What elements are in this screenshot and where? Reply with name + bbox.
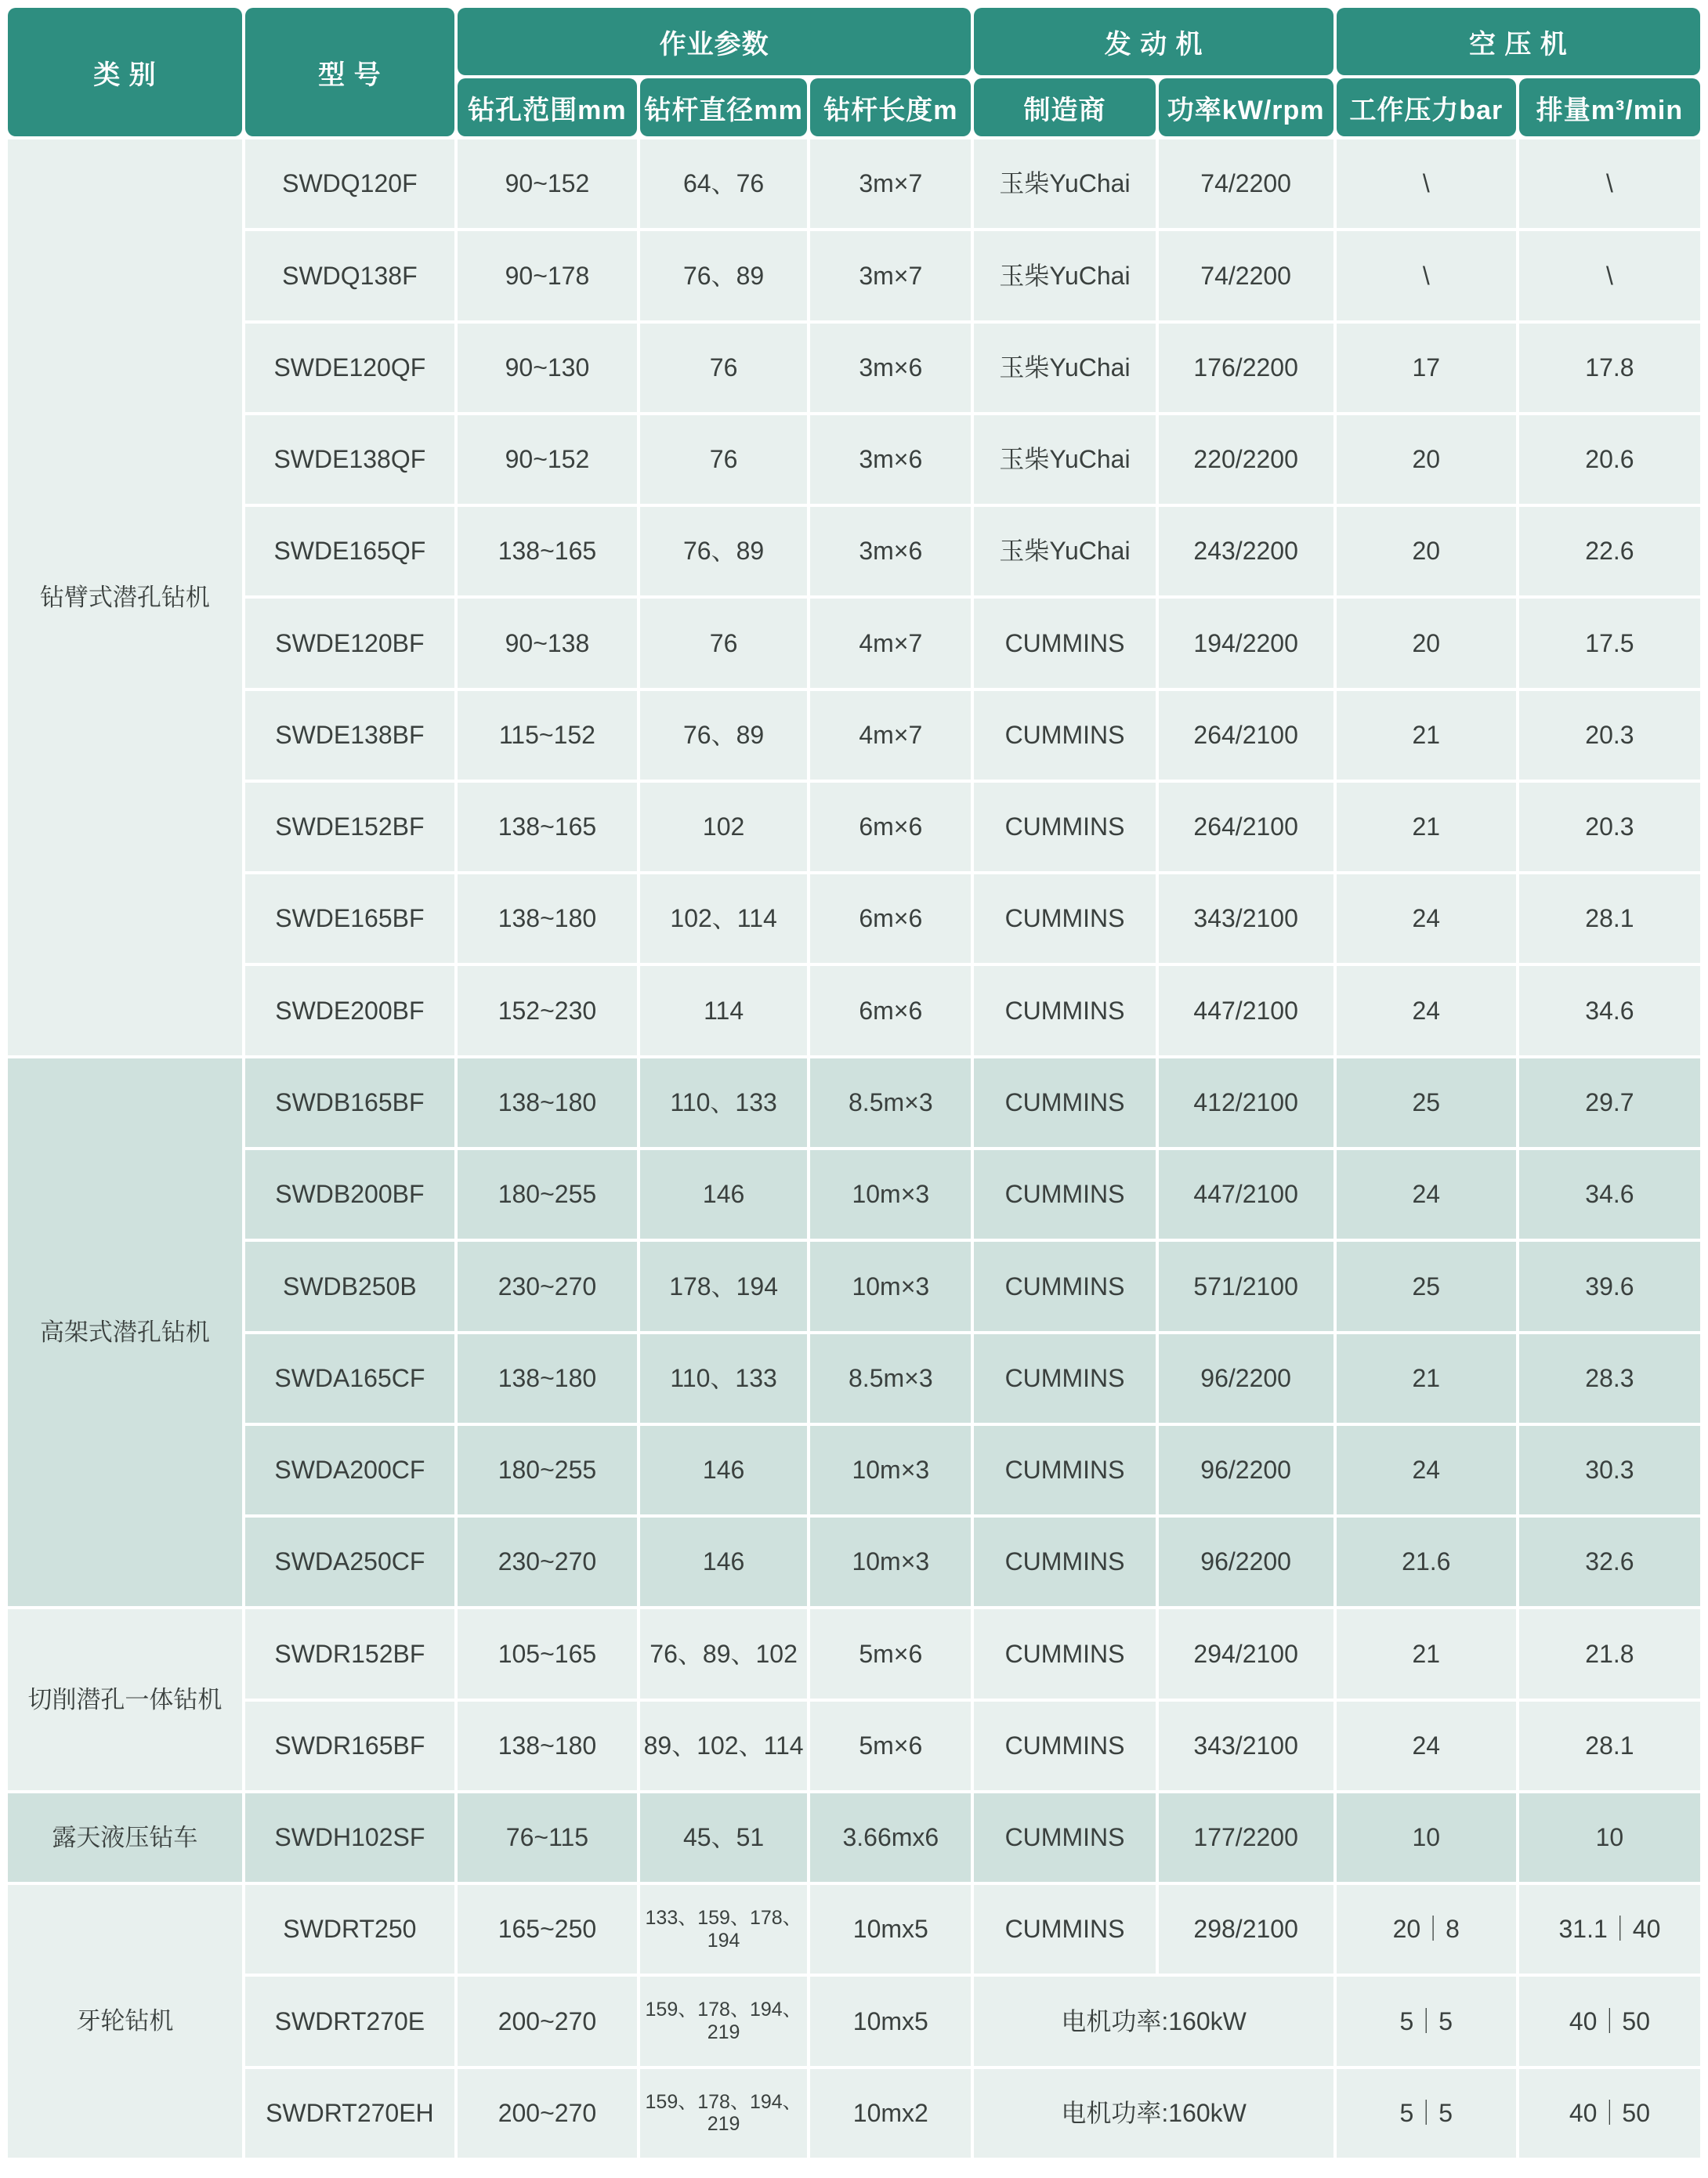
- rod-diameter-cell: 110、133: [640, 1058, 807, 1147]
- displacement-cell: 17.5: [1519, 599, 1700, 687]
- model-cell: SWDRT250: [245, 1885, 454, 1974]
- rod-diameter-cell: 159、178、194、219: [640, 2069, 807, 2158]
- rod-diameter-cell: 76: [640, 415, 807, 504]
- displacement-cell: 31.1｜40: [1519, 1885, 1700, 1974]
- rod-diameter-cell: 76: [640, 324, 807, 412]
- model-cell: SWDE120BF: [245, 599, 454, 687]
- manufacturer-cell: CUMMINS: [974, 1242, 1155, 1330]
- manufacturer-cell: CUMMINS: [974, 1609, 1155, 1698]
- rod-length-cell: 10m×3: [810, 1150, 971, 1239]
- displacement-cell: 17.8: [1519, 324, 1700, 412]
- hole-range-cell: 230~270: [458, 1242, 637, 1330]
- manufacturer-cell: CUMMINS: [974, 1793, 1155, 1882]
- rod-diameter-cell: 76、89: [640, 507, 807, 595]
- displacement-cell: 10: [1519, 1793, 1700, 1882]
- displacement-cell: 32.6: [1519, 1518, 1700, 1606]
- rod-length-cell: 10m×3: [810, 1426, 971, 1514]
- rod-diameter-cell: 102、114: [640, 874, 807, 963]
- working-pressure-cell: 24: [1337, 874, 1516, 963]
- header-group-engine: 发 动 机: [974, 8, 1333, 75]
- manufacturer-cell: 玉柴YuChai: [974, 231, 1155, 320]
- power-cell: 298/2100: [1159, 1885, 1333, 1974]
- model-cell: SWDE120QF: [245, 324, 454, 412]
- rod-length-cell: 3.66mx6: [810, 1793, 971, 1882]
- power-cell: 177/2200: [1159, 1793, 1333, 1882]
- hole-range-cell: 90~152: [458, 415, 637, 504]
- header-category: 类 别: [8, 8, 242, 136]
- rod-diameter-cell: 76、89、102: [640, 1609, 807, 1698]
- rod-diameter-cell: 146: [640, 1150, 807, 1239]
- rod-length-cell: 10m×3: [810, 1242, 971, 1330]
- rod-diameter-cell: 76、89: [640, 231, 807, 320]
- header-manufacturer: 制造商: [974, 78, 1155, 136]
- displacement-cell: 21.8: [1519, 1609, 1700, 1698]
- displacement-cell: 28.3: [1519, 1334, 1700, 1423]
- power-cell: 412/2100: [1159, 1058, 1333, 1147]
- displacement-cell: 29.7: [1519, 1058, 1700, 1147]
- working-pressure-cell: 25: [1337, 1058, 1516, 1147]
- manufacturer-cell: CUMMINS: [974, 1426, 1155, 1514]
- rod-diameter-cell: 146: [640, 1518, 807, 1606]
- hole-range-cell: 138~180: [458, 1058, 637, 1147]
- model-cell: SWDE200BF: [245, 966, 454, 1055]
- displacement-cell: 20.3: [1519, 691, 1700, 780]
- rod-length-cell: 8.5m×3: [810, 1058, 971, 1147]
- manufacturer-cell: CUMMINS: [974, 1058, 1155, 1147]
- manufacturer-cell: 玉柴YuChai: [974, 507, 1155, 595]
- rod-length-cell: 4m×7: [810, 599, 971, 687]
- power-cell: 447/2100: [1159, 966, 1333, 1055]
- displacement-cell: \: [1519, 231, 1700, 320]
- model-cell: SWDR152BF: [245, 1609, 454, 1698]
- model-cell: SWDB250B: [245, 1242, 454, 1330]
- displacement-cell: 39.6: [1519, 1242, 1700, 1330]
- model-cell: SWDE165QF: [245, 507, 454, 595]
- hole-range-cell: 138~180: [458, 874, 637, 963]
- category-cell: 切削潜孔一体钻机: [8, 1609, 242, 1790]
- working-pressure-cell: 20｜8: [1337, 1885, 1516, 1974]
- rod-diameter-cell: 76: [640, 599, 807, 687]
- engine-merged-cell: 电机功率:160kW: [974, 2069, 1333, 2158]
- working-pressure-cell: 24: [1337, 1702, 1516, 1790]
- manufacturer-cell: 玉柴YuChai: [974, 324, 1155, 412]
- working-pressure-cell: 20: [1337, 599, 1516, 687]
- power-cell: 571/2100: [1159, 1242, 1333, 1330]
- rod-length-cell: 6m×6: [810, 874, 971, 963]
- power-cell: 264/2100: [1159, 783, 1333, 871]
- manufacturer-cell: CUMMINS: [974, 1885, 1155, 1974]
- working-pressure-cell: 21.6: [1337, 1518, 1516, 1606]
- category-cell: 牙轮钻机: [8, 1885, 242, 2158]
- rod-diameter-cell: 89、102、114: [640, 1702, 807, 1790]
- rod-diameter-cell: 76、89: [640, 691, 807, 780]
- model-cell: SWDR165BF: [245, 1702, 454, 1790]
- hole-range-cell: 230~270: [458, 1518, 637, 1606]
- model-cell: SWDE152BF: [245, 783, 454, 871]
- model-cell: SWDQ138F: [245, 231, 454, 320]
- hole-range-cell: 90~178: [458, 231, 637, 320]
- rod-length-cell: 8.5m×3: [810, 1334, 971, 1423]
- hole-range-cell: 90~138: [458, 599, 637, 687]
- power-cell: 220/2200: [1159, 415, 1333, 504]
- working-pressure-cell: 5｜5: [1337, 2069, 1516, 2158]
- displacement-cell: 34.6: [1519, 966, 1700, 1055]
- header-group-compressor: 空 压 机: [1337, 8, 1700, 75]
- header-displacement: 排量m³/min: [1519, 78, 1700, 136]
- displacement-cell: 40｜50: [1519, 1977, 1700, 2065]
- power-cell: 74/2200: [1159, 139, 1333, 228]
- header-power: 功率kW/rpm: [1159, 78, 1333, 136]
- working-pressure-cell: 24: [1337, 1426, 1516, 1514]
- model-cell: SWDRT270EH: [245, 2069, 454, 2158]
- header-rod-length: 钻杆长度m: [810, 78, 971, 136]
- rod-length-cell: 6m×6: [810, 783, 971, 871]
- hole-range-cell: 138~165: [458, 507, 637, 595]
- model-cell: SWDA165CF: [245, 1334, 454, 1423]
- rod-length-cell: 5m×6: [810, 1702, 971, 1790]
- working-pressure-cell: 5｜5: [1337, 1977, 1516, 2065]
- hole-range-cell: 165~250: [458, 1885, 637, 1974]
- model-cell: SWDE165BF: [245, 874, 454, 963]
- manufacturer-cell: CUMMINS: [974, 874, 1155, 963]
- header-group-operating-params: 作业参数: [458, 8, 972, 75]
- hole-range-cell: 105~165: [458, 1609, 637, 1698]
- rod-diameter-cell: 178、194: [640, 1242, 807, 1330]
- working-pressure-cell: 17: [1337, 324, 1516, 412]
- rod-diameter-cell: 159、178、194、219: [640, 1977, 807, 2065]
- displacement-cell: 20.6: [1519, 415, 1700, 504]
- hole-range-cell: 180~255: [458, 1426, 637, 1514]
- hole-range-cell: 76~115: [458, 1793, 637, 1882]
- model-cell: SWDA250CF: [245, 1518, 454, 1606]
- rod-diameter-cell: 102: [640, 783, 807, 871]
- power-cell: 96/2200: [1159, 1334, 1333, 1423]
- hole-range-cell: 200~270: [458, 1977, 637, 2065]
- power-cell: 243/2200: [1159, 507, 1333, 595]
- header-hole-range: 钻孔范围mm: [458, 78, 637, 136]
- displacement-cell: \: [1519, 139, 1700, 228]
- model-cell: SWDH102SF: [245, 1793, 454, 1882]
- manufacturer-cell: CUMMINS: [974, 599, 1155, 687]
- displacement-cell: 34.6: [1519, 1150, 1700, 1239]
- working-pressure-cell: \: [1337, 139, 1516, 228]
- working-pressure-cell: 24: [1337, 1150, 1516, 1239]
- hole-range-cell: 115~152: [458, 691, 637, 780]
- power-cell: 447/2100: [1159, 1150, 1333, 1239]
- working-pressure-cell: 21: [1337, 783, 1516, 871]
- hole-range-cell: 138~180: [458, 1334, 637, 1423]
- manufacturer-cell: CUMMINS: [974, 1518, 1155, 1606]
- model-cell: SWDQ120F: [245, 139, 454, 228]
- displacement-cell: 20.3: [1519, 783, 1700, 871]
- manufacturer-cell: CUMMINS: [974, 1702, 1155, 1790]
- hole-range-cell: 200~270: [458, 2069, 637, 2158]
- manufacturer-cell: CUMMINS: [974, 691, 1155, 780]
- power-cell: 264/2100: [1159, 691, 1333, 780]
- displacement-cell: 28.1: [1519, 874, 1700, 963]
- displacement-cell: 22.6: [1519, 507, 1700, 595]
- hole-range-cell: 138~180: [458, 1702, 637, 1790]
- working-pressure-cell: 24: [1337, 966, 1516, 1055]
- rod-length-cell: 10mx5: [810, 1885, 971, 1974]
- hole-range-cell: 138~165: [458, 783, 637, 871]
- rod-diameter-cell: 133、159、178、194: [640, 1885, 807, 1974]
- model-cell: SWDB165BF: [245, 1058, 454, 1147]
- category-cell: 高架式潜孔钻机: [8, 1058, 242, 1607]
- manufacturer-cell: CUMMINS: [974, 966, 1155, 1055]
- rod-length-cell: 10m×3: [810, 1518, 971, 1606]
- rod-length-cell: 3m×7: [810, 231, 971, 320]
- manufacturer-cell: CUMMINS: [974, 1150, 1155, 1239]
- manufacturer-cell: CUMMINS: [974, 783, 1155, 871]
- hole-range-cell: 180~255: [458, 1150, 637, 1239]
- working-pressure-cell: 20: [1337, 507, 1516, 595]
- power-cell: 294/2100: [1159, 1609, 1333, 1698]
- hole-range-cell: 90~130: [458, 324, 637, 412]
- working-pressure-cell: \: [1337, 231, 1516, 320]
- rod-length-cell: 3m×6: [810, 324, 971, 412]
- rod-length-cell: 3m×7: [810, 139, 971, 228]
- header-rod-diameter: 钻杆直径mm: [640, 78, 807, 136]
- rod-length-cell: 6m×6: [810, 966, 971, 1055]
- category-cell: 钻臂式潜孔钻机: [8, 139, 242, 1055]
- manufacturer-cell: 玉柴YuChai: [974, 139, 1155, 228]
- rod-length-cell: 10mx5: [810, 1977, 971, 2065]
- rod-length-cell: 4m×7: [810, 691, 971, 780]
- rod-diameter-cell: 146: [640, 1426, 807, 1514]
- power-cell: 343/2100: [1159, 1702, 1333, 1790]
- rod-diameter-cell: 110、133: [640, 1334, 807, 1423]
- header-model: 型 号: [245, 8, 454, 136]
- power-cell: 96/2200: [1159, 1426, 1333, 1514]
- rod-diameter-cell: 114: [640, 966, 807, 1055]
- working-pressure-cell: 25: [1337, 1242, 1516, 1330]
- rod-length-cell: 3m×6: [810, 507, 971, 595]
- model-cell: SWDB200BF: [245, 1150, 454, 1239]
- power-cell: 96/2200: [1159, 1518, 1333, 1606]
- power-cell: 176/2200: [1159, 324, 1333, 412]
- rod-length-cell: 10mx2: [810, 2069, 971, 2158]
- manufacturer-cell: CUMMINS: [974, 1334, 1155, 1423]
- displacement-cell: 28.1: [1519, 1702, 1700, 1790]
- header-working-pressure: 工作压力bar: [1337, 78, 1516, 136]
- engine-merged-cell: 电机功率:160kW: [974, 1977, 1333, 2065]
- working-pressure-cell: 20: [1337, 415, 1516, 504]
- working-pressure-cell: 21: [1337, 1334, 1516, 1423]
- power-cell: 74/2200: [1159, 231, 1333, 320]
- rod-diameter-cell: 64、76: [640, 139, 807, 228]
- displacement-cell: 30.3: [1519, 1426, 1700, 1514]
- hole-range-cell: 152~230: [458, 966, 637, 1055]
- working-pressure-cell: 21: [1337, 1609, 1516, 1698]
- rod-length-cell: 3m×6: [810, 415, 971, 504]
- working-pressure-cell: 21: [1337, 691, 1516, 780]
- hole-range-cell: 90~152: [458, 139, 637, 228]
- power-cell: 194/2200: [1159, 599, 1333, 687]
- power-cell: 343/2100: [1159, 874, 1333, 963]
- model-cell: SWDE138BF: [245, 691, 454, 780]
- model-cell: SWDE138QF: [245, 415, 454, 504]
- working-pressure-cell: 10: [1337, 1793, 1516, 1882]
- rod-diameter-cell: 45、51: [640, 1793, 807, 1882]
- model-cell: SWDA200CF: [245, 1426, 454, 1514]
- manufacturer-cell: 玉柴YuChai: [974, 415, 1155, 504]
- spec-table: [8, 8, 1700, 2158]
- category-cell: 露天液压钻车: [8, 1793, 242, 1882]
- rod-length-cell: 5m×6: [810, 1609, 971, 1698]
- model-cell: SWDRT270E: [245, 1977, 454, 2065]
- displacement-cell: 40｜50: [1519, 2069, 1700, 2158]
